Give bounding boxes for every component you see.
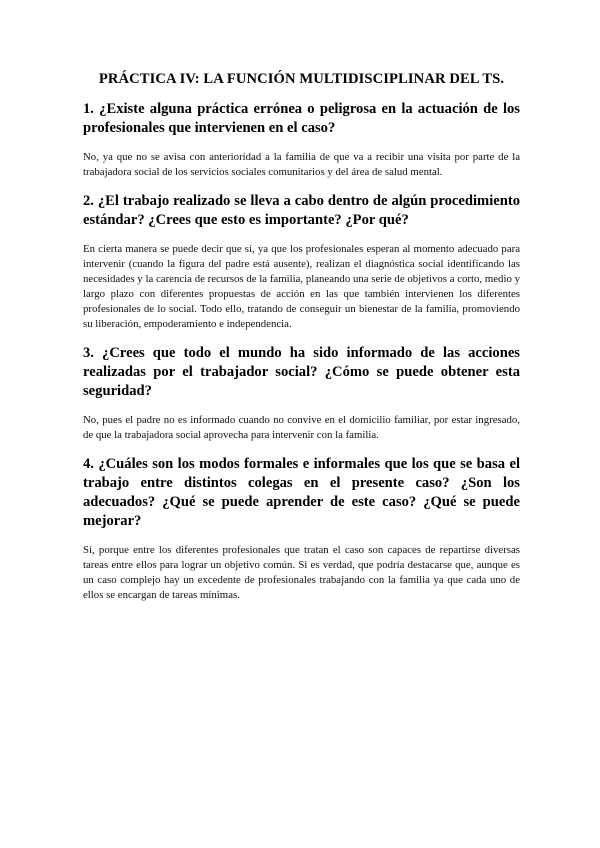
section-4 — [83, 455, 520, 603]
section-2 — [83, 192, 520, 332]
question-4: 4. ¿Cuáles son los modos formales e informales que los que se basa el trabajo entre distintos colegas en el presente caso? ¿Son los adecuados? ¿Qué se puede aprender de este caso? ¿Qué se puede mejorar? — [83, 456, 520, 529]
answer-3: No, pues el padre no es informado cuando no convive en el domicilio familiar, por estar ingresado, de que la trabajadora social aprovecha para intervenir con la familia. — [83, 414, 520, 441]
question-2: 2. ¿El trabajo realizado se lleva a cabo dentro de algún procedimiento estándar? ¿Crees que esto es importante? ¿Por qué? — [83, 193, 520, 228]
section-3 — [83, 344, 520, 443]
answer-4: Sí, porque entre los diferentes profesionales que tratan el caso son capaces de repartirse diversas tareas entre ellos para lograr un objetivo común. Si es verdad, que podría destacarse que, aunque es un caso complejo hay un excedente de profesionales trabajando con la familia ya que cada uno de ellos se encargan de tareas mínimas. — [83, 544, 520, 601]
question-3: 3. ¿Crees que todo el mundo ha sido informado de las acciones realizadas por el trabajador social? ¿Cómo se puede obtener esta seguridad? — [83, 345, 520, 399]
answer-2: En cierta manera se puede decir que sí, ya que los profesionales esperan al momento adecuado para intervenir (cuando la figura del padre está ausente), realizan el diagnóstica social identificando las necesidades y la carencia de recursos de la familia, planeando una serie de objetivos a corto, medio y largo plazo con diferentes propuestas de acción en las que también intervienen los diferentes profesionales de lo social. Todo ello, tratando de conseguir un bienestar de la familia, promoviendo su liberación, empoderamiento e independencia. — [83, 243, 520, 330]
section-1 — [83, 100, 520, 180]
answer-1: No, ya que no se avisa con anterioridad a la familia de que va a recibir una visita por parte de la trabajadora social de los servicios sociales comunitarios y del área de salud mental. — [83, 151, 520, 178]
page-title: PRÁCTICA IV: LA FUNCIÓN MULTIDISCIPLINAR DEL TS. — [98, 71, 505, 87]
question-1: 1. ¿Existe alguna práctica errónea o peligrosa en la actuación de los profesionales que intervienen en el caso? — [83, 101, 520, 136]
